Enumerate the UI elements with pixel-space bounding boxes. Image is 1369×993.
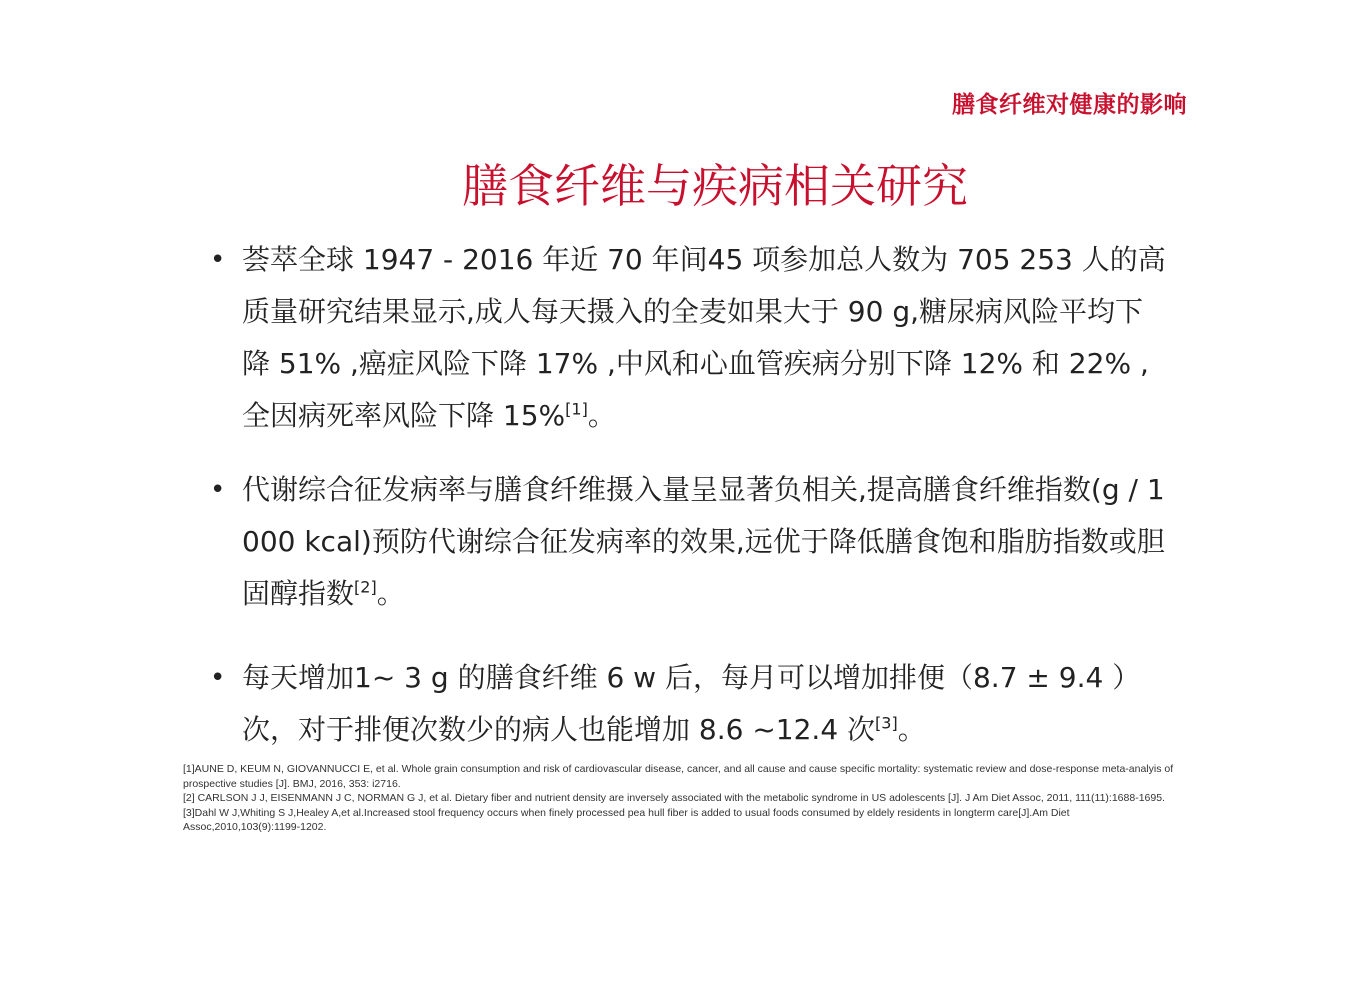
bullet-marker: • <box>210 475 226 505</box>
bullet-text <box>242 652 1170 756</box>
references <box>183 762 1183 835</box>
reference-item: [1]AUNE D, KEUM N, GIOVANNUCCI E, et al. Whole grain consumption and risk of cardiovascular disease, cancer, and all cause and cause specific mortality: systematic review and dose-response meta-analyis of prospective studies [J]. BMJ, 2016, 353: i2716. <box>183 763 1174 790</box>
bullet-body: 代谢综合征发病率与膳食纤维摄入量呈显著负相关,提高膳食纤维指数(g / 1 000 kcal)预防代谢综合征发病率的效果,远优于降低膳食饱和脂肪指数或胆固醇指数 <box>242 473 1165 610</box>
bullet-item <box>210 234 1170 442</box>
bullet-item <box>210 464 1170 620</box>
bullet-marker: • <box>210 245 226 275</box>
bullet-list <box>210 234 1170 756</box>
citation-ref: [1] <box>565 399 588 419</box>
reference-item: [3]Dahl W J,Whiting S J,Healey A,et al.Increased stool frequency occurs when finely processed pea hull fiber is added to usual foods consumed by eldely residents in longterm care[J].Am Diet Assoc,2010,103(9):1199-1202. <box>183 806 1070 833</box>
citation-ref: [2] <box>354 577 377 597</box>
reference-item: [2] CARLSON J J, EISENMANN J C, NORMAN G J, et al. Dietary fiber and nutrient density are inversely associated with the metabolic syndrome in US adolescents [J]. J Am Diet Assoc, 2011, 111(11):1688-1695. <box>183 792 1165 804</box>
bullet-marker: • <box>210 663 226 693</box>
bullet-end: 。 <box>587 399 616 432</box>
bullet-body: 荟萃全球 1947 - 2016 年近 70 年间45 项参加总人数为 705 253 人的高质量研究结果显示,成人每天摄入的全麦如果大于 90 g,糖尿病风险平均下降 51% ,癌症风险下降 17% ,中风和心血管疾病分别下降 12% 和 22% ,全因病死率风险下降 15% <box>242 243 1166 432</box>
bullet-end: 。 <box>376 577 405 610</box>
section-label: 膳食纤维对健康的影响 <box>952 92 1187 118</box>
bullet-end: 。 <box>897 713 926 746</box>
citation-ref: [3] <box>875 713 898 733</box>
bullet-text <box>242 234 1170 442</box>
bullet-item <box>210 652 1170 756</box>
bullet-text <box>242 464 1170 620</box>
slide-title: 膳食纤维与疾病相关研究 <box>462 159 968 213</box>
bullet-body: 每天增加1~ 3 g 的膳食纤维 6 w 后，每月可以增加排便（8.7 ± 9.4 ）次，对于排便次数少的病人也能增加 8.6 ~12.4 次 <box>242 661 1141 746</box>
